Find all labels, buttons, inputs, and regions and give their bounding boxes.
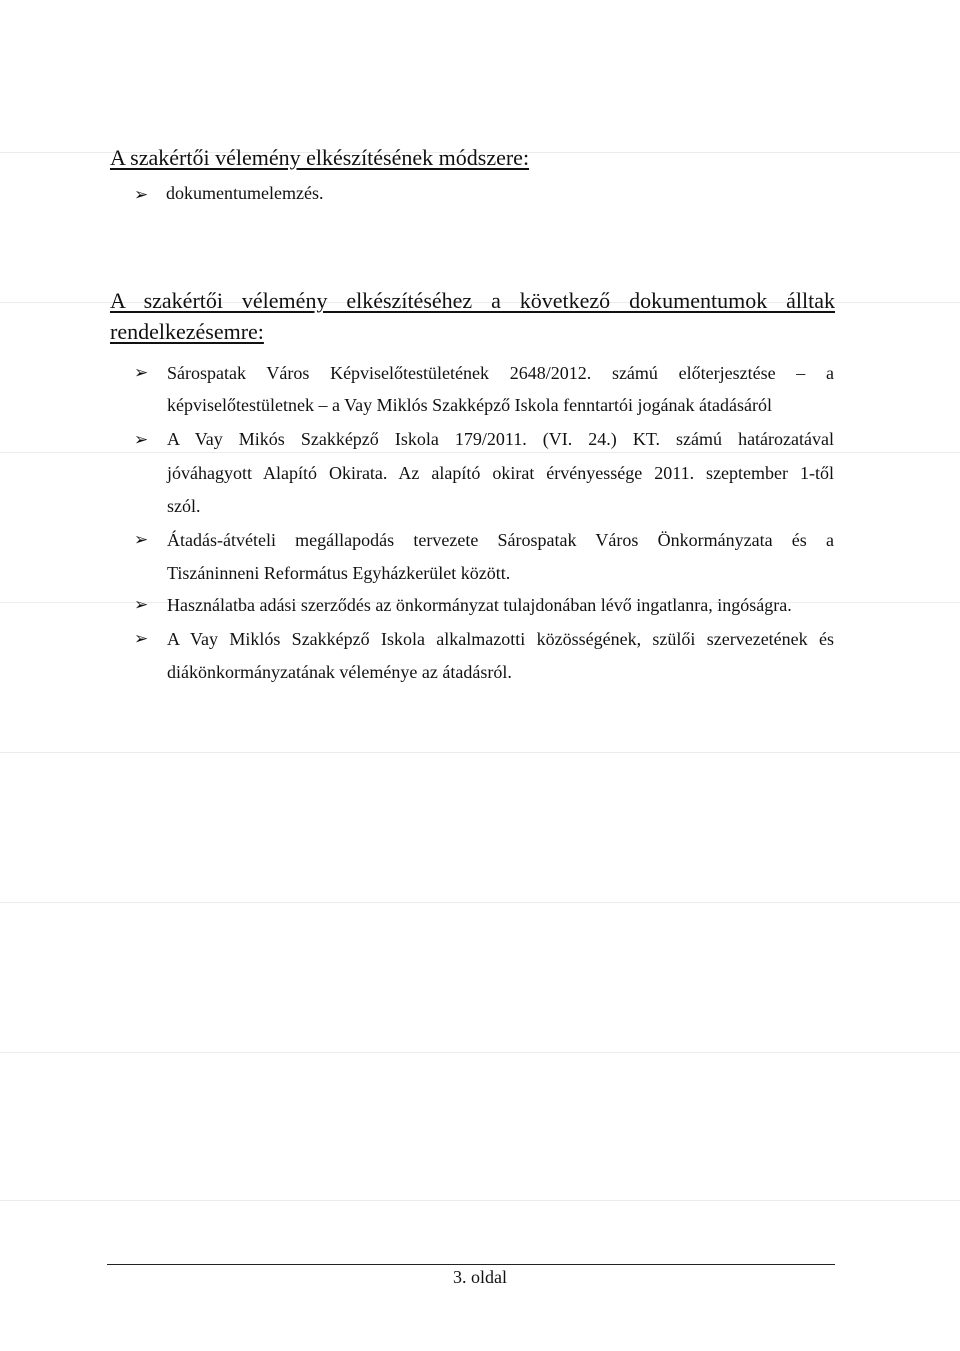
bullet-arrow-icon: ➢ <box>134 629 149 648</box>
scan-line <box>0 1200 960 1201</box>
bullet-arrow-icon: ➢ <box>134 595 149 614</box>
footer-rule <box>107 1264 835 1265</box>
document-item-5-line-2: diákönkormányzatának véleménye az átadásról. <box>167 662 512 682</box>
document-item-5-line-1: A Vay Miklós Szakképző Iskola alkalmazotti közösségének, szülői szervezetének és <box>167 629 834 649</box>
page-number: 3. oldal <box>453 1267 507 1287</box>
document-item-3-line-2: Tiszáninneni Református Egyházkerület között. <box>167 563 511 583</box>
bullet-arrow-icon: ➢ <box>134 430 149 449</box>
section-2-heading-line-1: A szakértői vélemény elkészítéséhez a következő dokumentumok álltak <box>110 288 835 313</box>
bullet-arrow-icon: ➢ <box>134 363 149 382</box>
method-item: dokumentumelemzés. <box>166 183 324 203</box>
document-item-1-line-2: képviselőtestületnek – a Vay Miklós Szakképző Iskola fenntartói jogának átadásáról <box>167 395 772 415</box>
document-item-2-line-2: jóváhagyott Alapító Okirata. Az alapító okirat érvényessége 2011. szeptember 1-től <box>167 463 834 483</box>
scan-line <box>0 752 960 753</box>
scan-line <box>0 1052 960 1053</box>
document-item-4-line-1: Használatba adási szerződés az önkormányzat tulajdonában lévő ingatlanra, ingóságra. <box>167 595 792 615</box>
document-item-2-line-1: A Vay Mikós Szakképző Iskola 179/2011. (VI. 24.) KT. számú határozatával <box>167 429 834 449</box>
document-item-1-line-1: Sárospatak Város Képviselőtestületének 2648/2012. számú előterjesztése – a <box>167 363 834 383</box>
document-item-3-line-1: Átadás-átvételi megállapodás tervezete Sárospatak Város Önkormányzata és a <box>167 530 834 550</box>
scan-line <box>0 902 960 903</box>
section-2-heading-line-2: rendelkezésemre: <box>110 319 264 344</box>
bullet-arrow-icon: ➢ <box>134 530 149 549</box>
scan-line <box>0 452 960 453</box>
section-1-heading: A szakértői vélemény elkészítésének módszere: <box>110 145 530 170</box>
document-item-2-line-3: szól. <box>167 496 201 516</box>
bullet-arrow-icon: ➢ <box>134 185 149 204</box>
